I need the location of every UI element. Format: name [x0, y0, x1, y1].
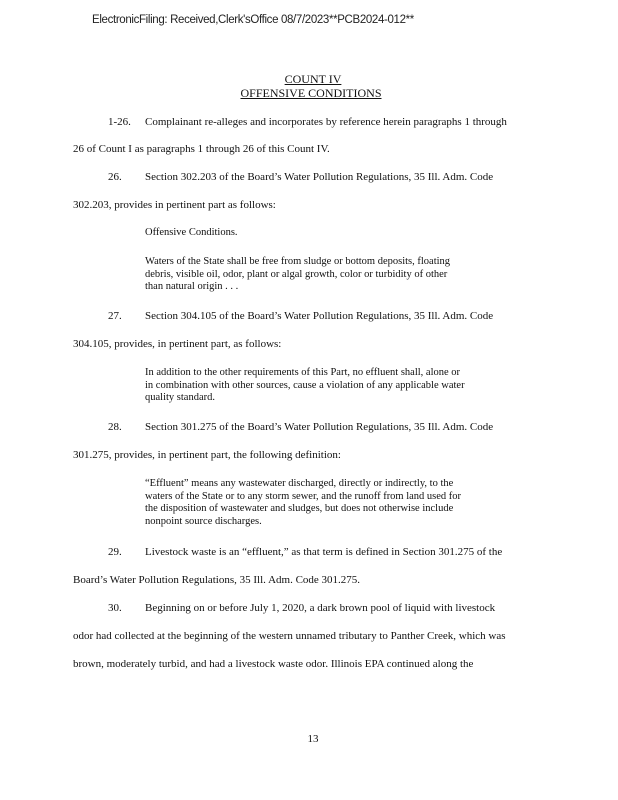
paragraph-27-line-2: 304.105, provides, in pertinent part, as follows:: [73, 338, 282, 350]
page-number: 13: [307, 733, 319, 745]
paragraph-number-30: 30.: [108, 602, 122, 614]
quote-line: in combination with other sources, cause a violation of any applicable water: [145, 379, 465, 391]
paragraph-29-line-2: Board’s Water Pollution Regulations, 35 Ill. Adm. Code 301.275.: [73, 574, 361, 586]
quote-26-block: [145, 256, 505, 294]
quote-26-heading: Offensive Conditions.: [145, 227, 238, 238]
paragraph-number-27: 27.: [108, 310, 122, 322]
quote-line: debris, visible oil, odor, plant or algal growth, color or turbidity of other: [145, 268, 448, 280]
quote-line: In addition to the other requirements of this Part, no effluent shall, alone or: [145, 367, 461, 378]
paragraph-30-line-3: brown, moderately turbid, and had a livestock waste odor. Illinois EPA continued along the: [73, 658, 474, 670]
count-subtitle: OFFENSIVE CONDITIONS: [240, 86, 382, 100]
paragraph-27-line-1: Section 304.105 of the Board’s Water Pollution Regulations, 35 Ill. Adm. Code: [145, 310, 494, 322]
quote-line: waters of the State or to any storm sewer, and the runoff from land used for: [145, 490, 462, 502]
quote-line: the disposition of wastewater and sludges, but does not otherwise include: [145, 503, 454, 514]
paragraph-number-26: 26.: [108, 171, 122, 183]
quote-27-block: [145, 367, 505, 405]
count-title: COUNT IV: [284, 72, 342, 86]
paragraph-30-line-1: Beginning on or before July 1, 2020, a dark brown pool of liquid with livestock: [145, 602, 496, 614]
paragraph-28-line-1: Section 301.275 of the Board’s Water Pollution Regulations, 35 Ill. Adm. Code: [145, 421, 494, 433]
quote-28-block: [145, 478, 505, 528]
paragraph-30-line-2: odor had collected at the beginning of the western unnamed tributary to Panther Creek, which was: [73, 630, 506, 642]
filing-stamp-header: ElectronicFiling: Received,Clerk'sOffice 08/7/2023**PCB2024-012**: [92, 14, 414, 26]
paragraph-29-line-1: Livestock waste is an “effluent,” as that term is defined in Section 301.275 of the: [145, 546, 503, 558]
paragraph-1-26-line-1: Complainant re-alleges and incorporates by reference herein paragraphs 1 through: [145, 116, 507, 128]
quote-line: nonpoint source discharges.: [145, 515, 262, 527]
quote-line: “Effluent” means any wastewater discharged, directly or indirectly, to the: [145, 478, 454, 489]
paragraph-26-line-2: 302.203, provides in pertinent part as follows:: [73, 199, 276, 211]
quote-line: than natural origin . . .: [145, 281, 239, 292]
paragraph-number-1-26: 1-26.: [108, 116, 131, 128]
quote-line: Waters of the State shall be free from sludge or bottom deposits, floating: [145, 256, 451, 267]
paragraph-1-26-line-2: 26 of Count I as paragraphs 1 through 26 of this Count IV.: [73, 143, 330, 155]
paragraph-number-29: 29.: [108, 546, 122, 558]
paragraph-number-28: 28.: [108, 421, 122, 433]
paragraph-26-line-1: Section 302.203 of the Board’s Water Pollution Regulations, 35 Ill. Adm. Code: [145, 171, 494, 183]
paragraph-28-line-2: 301.275, provides, in pertinent part, the following definition:: [73, 449, 341, 461]
quote-line: quality standard.: [145, 392, 215, 403]
